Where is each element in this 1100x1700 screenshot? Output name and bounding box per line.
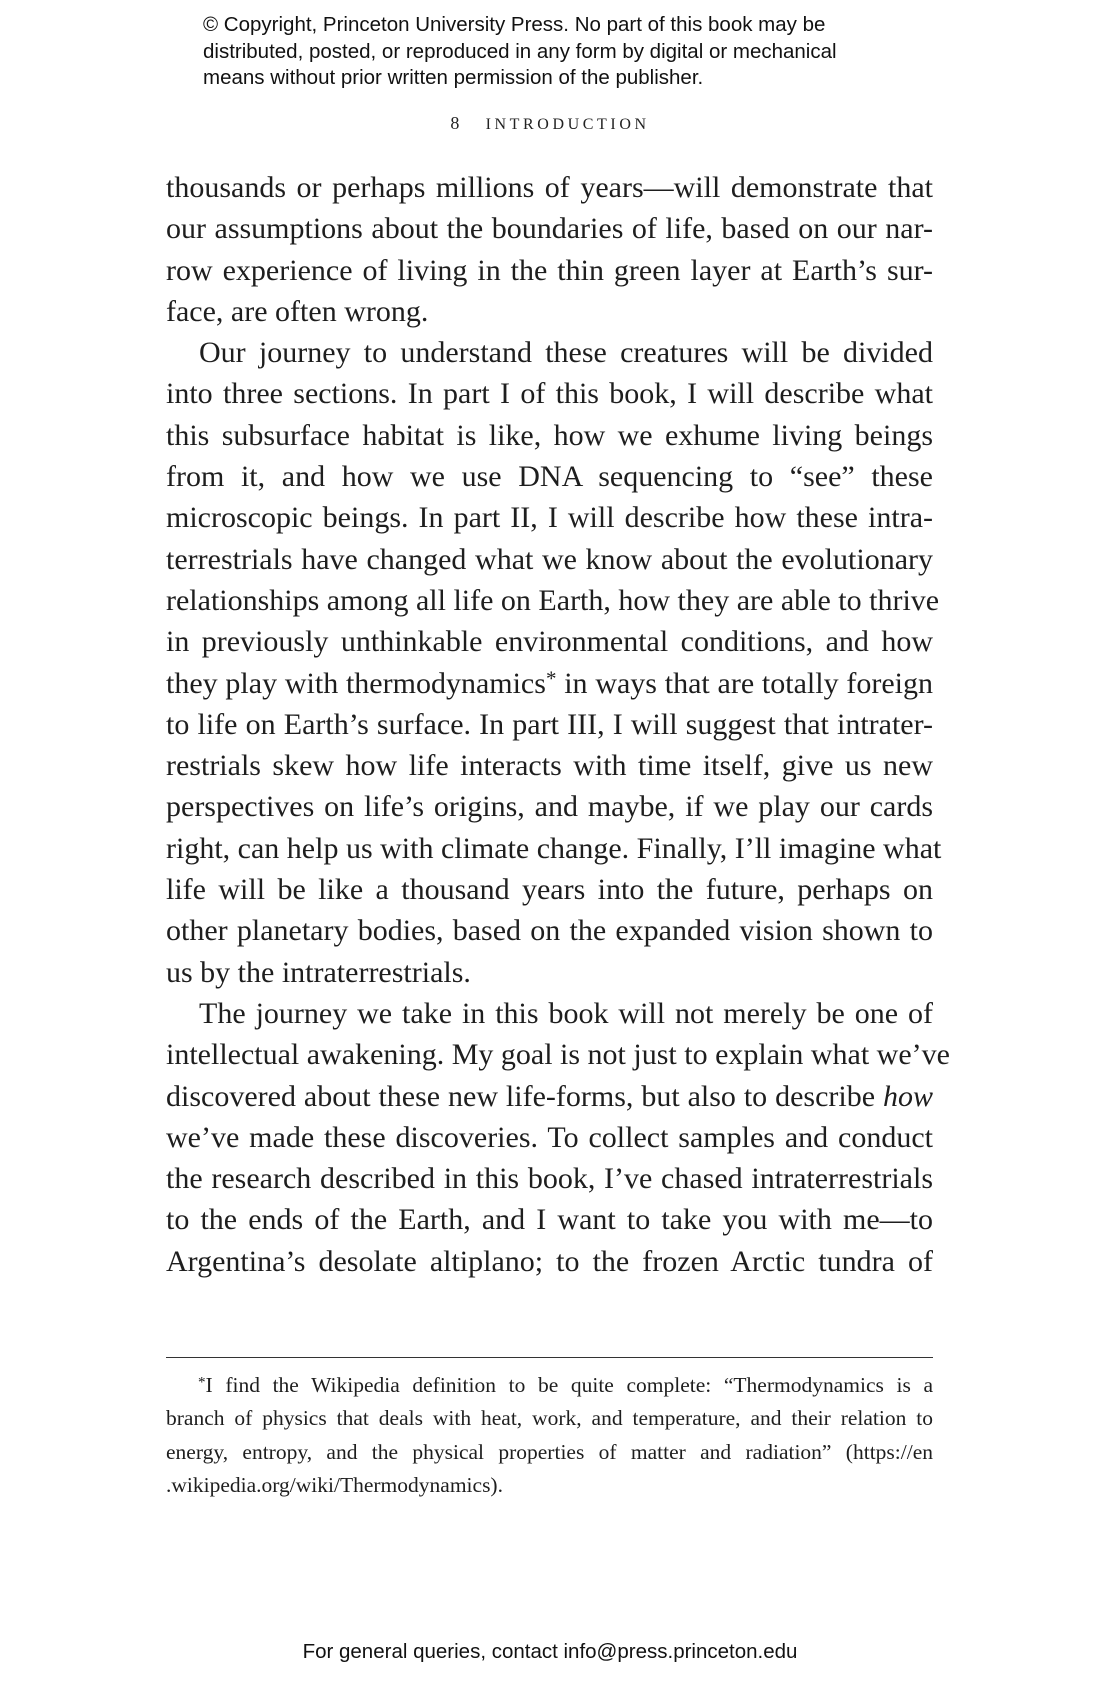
text-line: The journey we take in this book will not merely be one of	[199, 996, 933, 1030]
section-title: INTRODUCTION	[485, 116, 650, 133]
footnote-marker: *	[545, 666, 557, 691]
text-line: in previously unthinkable environmental conditions, and how	[166, 625, 933, 659]
text-line: row experience of living in the thin green layer at Earth’s sur-	[166, 253, 933, 287]
text-line: Our journey to understand these creatures will be divided	[199, 336, 933, 370]
paragraph	[166, 993, 950, 1282]
text-line: we’ve made these discoveries. To collect samples and conduct	[166, 1120, 933, 1154]
running-head	[0, 113, 1100, 134]
text-line: our assumptions about the boundaries of life, based on our nar-	[166, 212, 933, 246]
text-line: from it, and how we use DNA sequencing to “see” these	[166, 460, 933, 494]
paragraph	[166, 332, 942, 993]
text-line: restrials skew how life interacts with time itself, give us new	[166, 749, 933, 783]
text-line: terrestrials have changed what we know about the evolutionary	[166, 542, 933, 576]
text-line: perspectives on life’s origins, and maybe, if we play our cards	[166, 790, 933, 824]
text-line-with-italic: discovered about these new life-forms, but also to describe how	[166, 1079, 933, 1113]
text-line: into three sections. In part I of this book, I will describe what	[166, 377, 933, 411]
text-line: microscopic beings. In part II, I will describe how these intra-	[166, 501, 933, 535]
text-line: relationships among all life on Earth, how they are able to thrive	[166, 583, 940, 617]
text-line: face, are often wrong.	[166, 294, 429, 328]
emphasis: how	[882, 1079, 933, 1113]
text-line: to the ends of the Earth, and I want to take you with me—to	[166, 1203, 933, 1237]
copyright-notice	[203, 12, 923, 92]
copyright-line: means without prior written permission of the publisher.	[203, 66, 704, 89]
text-line: life will be like a thousand years into the future, perhaps on	[166, 873, 933, 907]
footnote-line	[166, 1369, 933, 1402]
footnote-line: branch of physics that deals with heat, work, and temperature, and their relation to	[166, 1406, 933, 1431]
body-text	[166, 167, 950, 1282]
contact-footer: For general queries, contact info@press.princeton.edu	[302, 1640, 798, 1663]
footnote-line: energy, entropy, and the physical properties of matter and radiation” (https://en	[166, 1439, 933, 1464]
paragraph	[166, 167, 933, 332]
text-line: the research described in this book, I’ve chased intraterrestrials	[166, 1162, 933, 1196]
page-number: 8	[450, 113, 460, 133]
footnote-marker: *	[198, 1374, 206, 1391]
text-line: to life on Earth’s surface. In part III, I will suggest that intrater-	[166, 707, 933, 741]
footnote-line-text: I find the Wikipedia definition to be quite complete: “Thermodynamics is a	[205, 1373, 933, 1397]
text-line: this subsurface habitat is like, how we exhume living beings	[166, 418, 933, 452]
footnote-divider	[166, 1357, 933, 1358]
text-line: intellectual awakening. My goal is not just to explain what we’ve	[166, 1038, 950, 1072]
copyright-line: distributed, posted, or reproduced in any form by digital or mechanical	[203, 39, 837, 63]
text-line: other planetary bodies, based on the expanded vision shown to	[166, 914, 933, 948]
footnote	[166, 1369, 933, 1502]
text-line: us by the intraterrestrials.	[166, 955, 471, 989]
footnote-line: .wikipedia.org/wiki/Thermodynamics).	[166, 1472, 503, 1497]
text-line: right, can help us with climate change. Finally, I’ll imagine what	[166, 831, 942, 865]
copyright-line: © Copyright, Princeton University Press. No part of this book may be	[203, 13, 826, 36]
text-line: Argentina’s desolate altiplano; to the frozen Arctic tundra of	[166, 1244, 933, 1278]
footnote-reference-line: they play with thermodynamics* in ways that are totally foreign	[166, 666, 933, 700]
text-line: thousands or perhaps millions of years—will demonstrate that	[166, 171, 933, 204]
